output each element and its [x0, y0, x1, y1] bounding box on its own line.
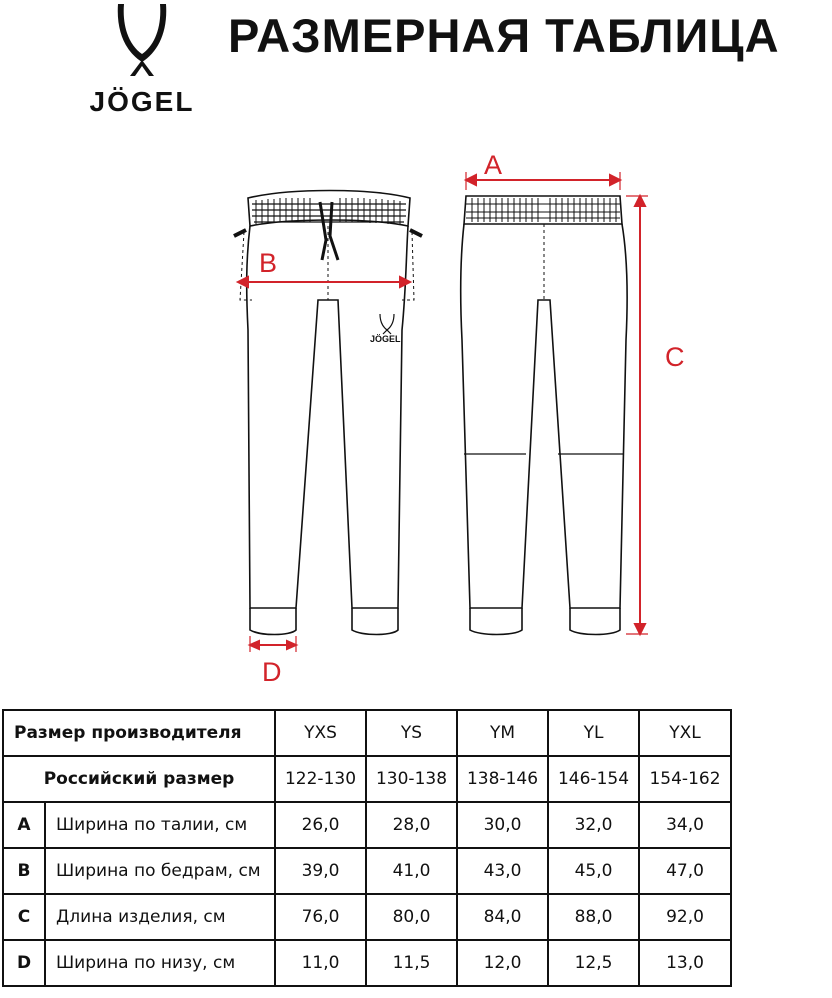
- russian-size-cell: 122-130: [275, 756, 366, 802]
- table-row: [3, 848, 731, 894]
- table-cell: 39,0: [275, 848, 366, 894]
- row-letter: B: [3, 848, 45, 894]
- brand-logo: [80, 2, 204, 120]
- row-label: Ширина по бедрам, см: [45, 848, 275, 894]
- row-letter: D: [3, 940, 45, 986]
- brand-logo-text: JÖGEL: [89, 86, 195, 117]
- table-cell: 88,0: [548, 894, 639, 940]
- table-cell: 11,0: [275, 940, 366, 986]
- pants-technical-drawing: [0, 150, 832, 690]
- table-cell: 28,0: [366, 802, 457, 848]
- table-cell: 92,0: [639, 894, 731, 940]
- table-cell: 12,5: [548, 940, 639, 986]
- size-table: [2, 709, 732, 987]
- table-row: [3, 802, 731, 848]
- row-label: Ширина по низу, см: [45, 940, 275, 986]
- dimension-label-b: B: [259, 248, 278, 278]
- dimension-label-c: C: [665, 342, 685, 372]
- size-header: YXS: [275, 710, 366, 756]
- table-cell: 30,0: [457, 802, 548, 848]
- size-header: YL: [548, 710, 639, 756]
- table-cell: 26,0: [275, 802, 366, 848]
- russian-size-row: [3, 756, 731, 802]
- size-header: YM: [457, 710, 548, 756]
- dimension-label-d: D: [262, 657, 282, 687]
- russian-size-cell: 154-162: [639, 756, 731, 802]
- row-letter: A: [3, 802, 45, 848]
- table-row: [3, 940, 731, 986]
- page-title: РАЗМЕРНАЯ ТАБЛИЦА: [228, 9, 780, 62]
- table-cell: 43,0: [457, 848, 548, 894]
- table-cell: 76,0: [275, 894, 366, 940]
- brand-logo-mark-icon: [112, 2, 172, 82]
- russian-size-cell: 146-154: [548, 756, 639, 802]
- size-header: YS: [366, 710, 457, 756]
- pants-back-view: [461, 196, 628, 635]
- table-cell: 34,0: [639, 802, 731, 848]
- table-header-row: [3, 710, 731, 756]
- table-row: [3, 894, 731, 940]
- row-label: Ширина по талии, см: [45, 802, 275, 848]
- russian-size-label: Российский размер: [3, 756, 275, 802]
- size-header: YXL: [639, 710, 731, 756]
- dimension-label-a: A: [484, 150, 503, 180]
- table-cell: 12,0: [457, 940, 548, 986]
- front-logo-text: JÖGEL: [370, 334, 401, 344]
- russian-size-cell: 138-146: [457, 756, 548, 802]
- row-label: Длина изделия, см: [45, 894, 275, 940]
- russian-size-cell: 130-138: [366, 756, 457, 802]
- table-cell: 80,0: [366, 894, 457, 940]
- table-cell: 45,0: [548, 848, 639, 894]
- table-cell: 11,5: [366, 940, 457, 986]
- row-letter: C: [3, 894, 45, 940]
- table-cell: 32,0: [548, 802, 639, 848]
- table-cell: 47,0: [639, 848, 731, 894]
- table-cell: 41,0: [366, 848, 457, 894]
- table-cell: 13,0: [639, 940, 731, 986]
- dimension-lines: [238, 172, 648, 652]
- header-label: Размер производителя: [3, 710, 275, 756]
- table-cell: 84,0: [457, 894, 548, 940]
